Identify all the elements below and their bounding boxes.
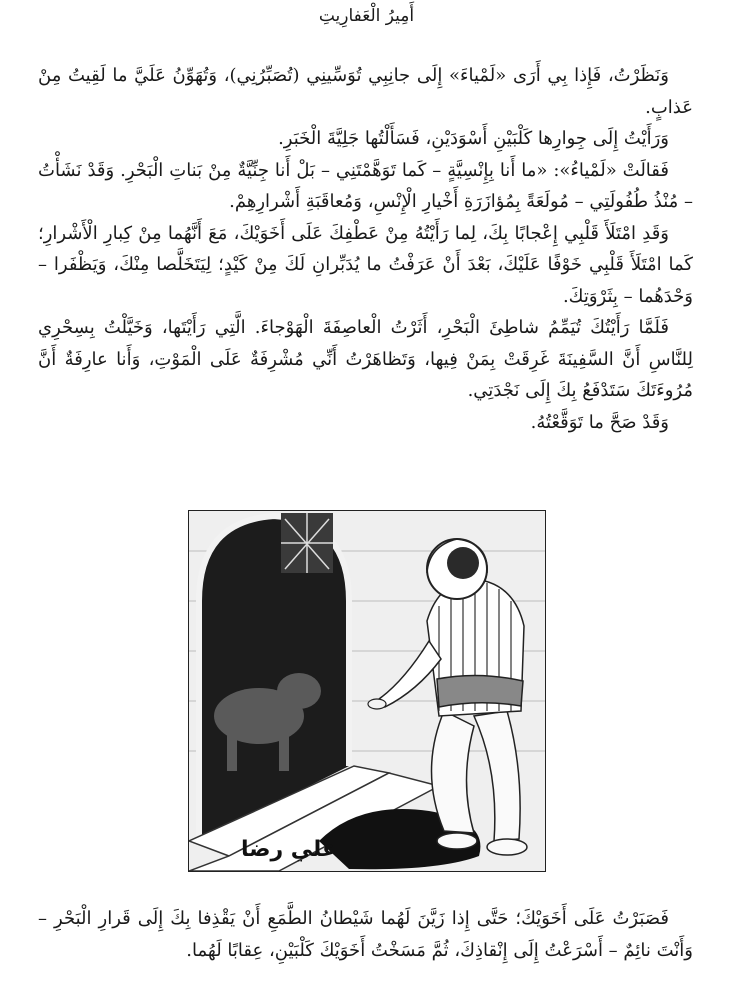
- page-title: أَمِيرُ الْعَفارِيتِ: [318, 6, 415, 26]
- artist-signature: علي رضا: [240, 837, 338, 862]
- paragraph-7: فَصَبَرْتُ عَلَى أَخَوَيْكَ؛ حَتَّى إِذا زَيَّنَ لَهُما شَيْطانُ الطَّمَعِ أَنْ يَقْذِفا بِكَ إِلَى قَرارِ الْبَحْرِ – وَأَنْتَ نائِمٌ – أَسْرَعْتُ إِلَى إِنْقاذِكَ، ثُمَّ مَسَخْتُ أَخَوَيْكَ كَلْبَيْنِ، عِقابًا لَهُما.: [38, 908, 693, 961]
- paragraph-6: وَقَدْ صَحَّ ما تَوَقَّعْتُهُ.: [530, 411, 669, 433]
- story-text-continued: [38, 903, 693, 966]
- paragraph-5: فَلَمَّا رَأَيْتُكَ تُيَمِّمُ شاطِئَ الْبَحْرِ، أَثَرْتُ الْعاصِفَةَ الْهَوْجاءَ. الَّتِي رَأَيْتَها، وَخَيَّلْتُ بِسِحْرِي لِلنَّاسِ أَنَّ السَّفِينَةَ غَرِقَتْ بِمَنْ فِيها، وَتَظاهَرْتُ أَنِّي مُشْرِفَةٌ عَلَى الْمَوْتِ، وَأَنا عارِفَةٌ أَنَّ مُرُوءَتَكَ سَتَدْفَعُ بِكَ إِلَى نَجْدَتِي.: [38, 317, 693, 401]
- paragraph-4: وَقَدِ امْتَلَأَ قَلْبِي إِعْجابًا بِكَ، لِما رَأَيْتُهُ مِنْ عَطْفِكَ عَلَى أَخَوَيْكَ، مَعَ أَنَّهُما مِنْ كِبارِ الْأَشْرارِ؛ كَما امْتَلَأَ قَلْبِي خَوْفًا عَلَيْكَ، بَعْدَ أَنْ عَرَفْتُ ما يُدَبِّرانِ لَكَ مِنْ كَيْدٍ؛ لِيَتَخَلَّصا مِنْكَ، وَيَظْفَرا – وَحْدَهُما – بِثَرْوَتِكَ.: [38, 222, 693, 307]
- paragraph-2: وَرَأَيْتُ إِلَى جِوارِها كَلْبَيْنِ أَسْوَدَيْنِ، فَسَأَلْتُها جَلِيَّةَ الْخَبَرِ.: [278, 128, 669, 149]
- paragraph-3: فَقالَتْ «لَمْياءُ»: «ما أَنا بِإِنْسِيَّةٍ – كَما تَوَهَّمْتَنِي – بَلْ أَنا جِنِّيَّةٌ مِنْ بَناتِ الْبَحْرِ. وَقَدْ نَشَأْتُ – مُنْذُ طُفُولَتِي – مُولَعَةً بِمُؤازَرَةِ أَخْيارِ الْإِنْسِ، وَمُعاقَبَةِ أَشْرارِهِمْ.: [38, 159, 693, 212]
- story-text: [38, 60, 693, 438]
- story-illustration: [188, 510, 546, 872]
- paragraph-1: وَنَظَرْتُ، فَإِذا بِي أَرَى «لَمْياءَ» إِلَى جانِبِي تُوَسِّينِي (تُصَبِّرُنِي)، وَتُهَوِّنُ عَلَيَّ ما لَقِيتُ مِنْ عَذابٍ.: [38, 65, 693, 118]
